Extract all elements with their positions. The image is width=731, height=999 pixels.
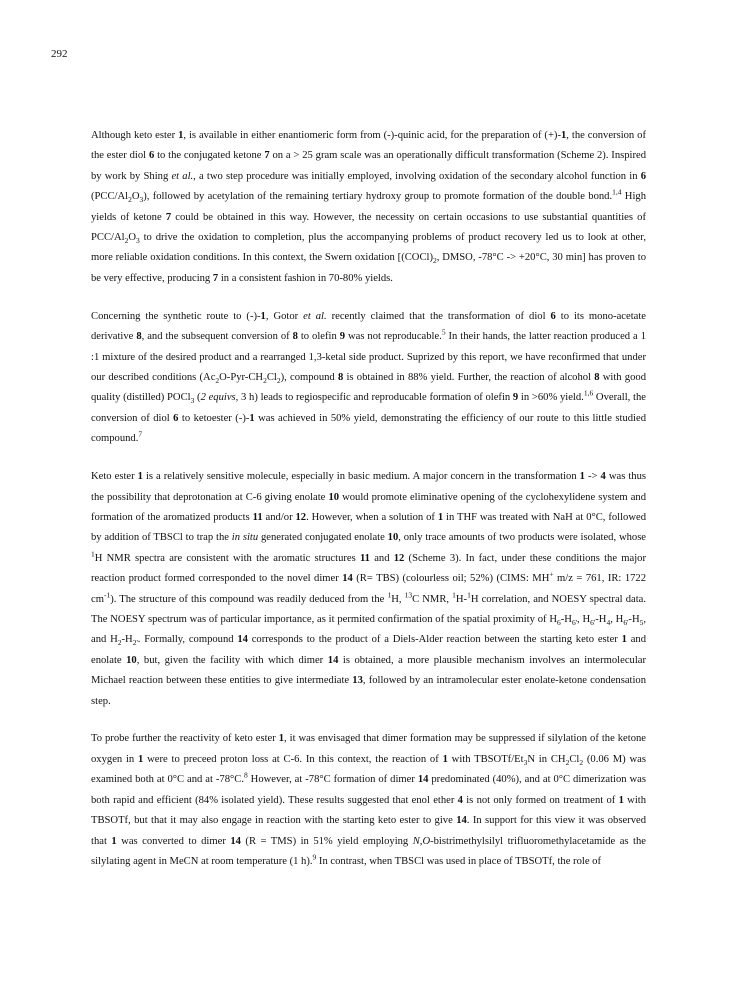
text-run: High yields of ketone — [91, 191, 646, 223]
text-run: N in CH — [527, 753, 566, 765]
text-run: and/or — [262, 511, 296, 523]
text-run: , H — [610, 613, 624, 625]
superscript: 9 — [312, 852, 317, 862]
compound-number: 14 — [230, 835, 241, 847]
superscript: 1 — [452, 590, 456, 599]
text-run: to the conjugated ketone — [154, 150, 265, 162]
text-run: , followed by an intramolecular ester enolate-ketone condensation step. — [91, 675, 647, 707]
text-run: was thus the possibility that deprotonation at C-6 giving enolate — [91, 471, 646, 503]
text-run: would promote eliminative opening of the cyclohexylidene system and formation of the aromatized products — [91, 491, 646, 523]
compound-number: 1 — [561, 130, 567, 141]
compound-number: 4 — [457, 794, 463, 806]
text-run: Overall, the conversion of diol — [91, 392, 646, 424]
compound-number: 1 — [579, 471, 585, 483]
subscript: 2' — [132, 638, 138, 648]
compound-number: 8 — [337, 371, 344, 383]
text-run: ), compound — [280, 371, 338, 383]
text-run: to its mono-acetate derivative — [91, 310, 646, 343]
subscript: 6' — [623, 618, 629, 628]
text-run: m/z = 761, IR: 1722 cm — [91, 573, 647, 605]
subscript: 2 — [276, 376, 281, 386]
text-run: H correlation, and NOESY spectral data. The NOESY spectrum was of particular importance, as it permited confirmation of the spatial proximity of H — [91, 593, 646, 625]
compound-number: 13 — [352, 675, 363, 687]
text-run: Keto ester — [91, 471, 138, 483]
text-run: were to preceed proton loss at C-6. In this context, the reaction of — [143, 753, 443, 765]
compound-number: 7 — [165, 211, 172, 223]
text-run: to drive the oxidation to completion, plus the accompanying problems of product recovery led us to look at other, more reliable oxidation conditions. In this context, the Swern oxidation [(COCl) — [91, 232, 646, 264]
text-run: O — [128, 232, 136, 244]
text-run: , and the subsequent conversion of — [141, 331, 293, 343]
text-run: was not reproducable. — [345, 331, 442, 343]
text-run: (PCC/Al — [91, 191, 129, 203]
text-run: , only trace amounts of two products were isolated, whose — [398, 532, 647, 544]
subscript: 6' — [571, 618, 578, 628]
subscript: 6' — [590, 618, 596, 628]
superscript: 1 — [91, 549, 95, 559]
text-run: -H — [628, 613, 640, 625]
compound-number: 8 — [594, 371, 600, 383]
superscript: 1,6 — [583, 388, 594, 398]
compound-number: 9 — [512, 392, 519, 404]
text-run: , a two step procedure was initially employed, involving oxidation of the secondary alcohol function in — [193, 170, 641, 182]
text-run: is obtained, a more plausible mechanism involves an intermolecular Michael reaction between these entities to give intermediate — [91, 654, 646, 687]
text-run: H- — [455, 593, 468, 605]
compound-number: 1 — [260, 310, 266, 322]
text-run: (0.06 M) was examined both at 0°C and at -78°C. — [91, 753, 646, 786]
main-text — [91, 126, 646, 890]
text-run: ( — [194, 392, 201, 404]
text-run: -H — [595, 613, 607, 625]
text-run: ). The structure of this compound was readily deduced from the — [110, 593, 388, 605]
subscript: 2 — [432, 256, 437, 266]
page-number: 292 — [51, 48, 68, 60]
superscript: -1 — [103, 590, 111, 599]
superscript: 8 — [243, 770, 248, 780]
paragraph — [91, 729, 646, 872]
compound-number: 14 — [417, 774, 429, 786]
paragraph — [91, 307, 646, 450]
text-run: (Scheme 3). In fact, under these conditions the major reaction product formed corresponded to the novel dimer — [91, 552, 646, 585]
compound-number: 14 — [237, 634, 248, 646]
text-run: , it was envisaged that dimer formation may be suppressed if silylation of the ketone oxygen in — [91, 733, 647, 765]
compound-number: 12 — [393, 552, 405, 564]
subscript: 2 — [579, 757, 584, 767]
text-run: with TBSOTf/Et — [447, 753, 524, 765]
text-run: and enolate — [91, 634, 646, 666]
text-run: could be obtained in this way. However, the necessity on certain occasions to use substantial quantities of PCC/Al — [91, 211, 646, 244]
compound-number: 8 — [292, 331, 298, 343]
superscript: + — [549, 569, 554, 579]
text-run: in THF was treated with NaH at 0°C, followed by addition of TBSCl to trap the — [91, 511, 646, 544]
text-run: is not only formed on treatment of — [462, 794, 619, 806]
italic-text: et al. — [303, 310, 327, 322]
text-run: O — [131, 191, 140, 203]
superscript: 1,4 — [612, 187, 622, 197]
text-run: with good quality (distilled) POCl — [91, 371, 646, 404]
text-run: , DMSO, -78°C -> +20°C, 30 min] has proven to be very effective, producing — [91, 252, 646, 284]
subscript: 2 — [565, 757, 570, 767]
text-run: O-Pyr-CH — [219, 371, 264, 383]
compound-number: 7 — [212, 272, 219, 284]
text-run: Cl — [569, 753, 580, 765]
text-run: with TBSOTf, but that it may also engage in reaction with the starting keto ester to give — [91, 794, 646, 827]
text-run: is obtained in 88% yield. Further, the reaction of alcohol — [343, 371, 595, 383]
compound-number: 4 — [600, 471, 606, 483]
subscript: 3 — [523, 757, 528, 767]
text-run: , and H — [91, 613, 647, 646]
superscript: 1 — [467, 590, 471, 599]
text-run: C NMR, — [412, 593, 453, 605]
compound-number: 6 — [148, 150, 155, 162]
text-run: In contrast, when TBSCl was used in place of TBSOTf, the role of — [316, 855, 601, 867]
text-run: Although keto ester — [91, 130, 179, 141]
superscript: 7 — [138, 429, 143, 439]
compound-number: 6 — [640, 170, 647, 182]
compound-number: 10 — [387, 532, 399, 544]
compound-number: 1 — [618, 794, 624, 806]
text-run: However, at -78°C formation of dimer — [247, 774, 418, 786]
text-run: H, — [391, 593, 405, 605]
text-run: , but, given the facility with which dimer — [136, 654, 328, 666]
compound-number: 10 — [328, 491, 340, 503]
text-run: . Formally, compound — [137, 634, 238, 646]
text-run: , Gotor — [265, 310, 304, 322]
compound-number: 14 — [342, 573, 353, 585]
compound-number: 1 — [137, 471, 143, 483]
text-run: is a relatively sensitive molecule, especially in basic medium. A major concern in the transformation — [142, 471, 580, 483]
text-run: In their hands, the latter reaction produced a 1 :1 mixture of the desired product and a rearranged 1,3-ketal side product. Suprized by this report, we have reconfirmed that under our described conditions (Ac — [91, 331, 646, 383]
compound-number: 14 — [456, 815, 467, 827]
text-run: generated conjugated enolate — [258, 532, 388, 544]
compound-number: 1 — [178, 130, 184, 141]
text-run: , is available in either enantiomeric form from (-)-quinic acid, for the preparation of (+)- — [183, 130, 561, 141]
compound-number: 14 — [327, 654, 339, 666]
text-run: -H — [560, 613, 572, 625]
text-run: . In support for this view it was observed that — [91, 815, 646, 847]
subscript: 2 — [128, 195, 132, 205]
text-run: (R= TBS) (colourless oil; 52%) (CIMS: MH — [352, 573, 550, 585]
compound-number: 1 — [442, 753, 448, 765]
compound-number: 6 — [173, 412, 179, 424]
text-run: was converted to dimer — [116, 835, 231, 847]
compound-number: 1 — [621, 634, 627, 646]
paragraph — [91, 467, 646, 712]
compound-number: 1 — [138, 753, 144, 765]
text-run: on a > 25 gram scale was an operationally difficult transformation (Scheme 2). Inspired by work by Shing — [91, 150, 647, 182]
compound-number: 1 — [249, 412, 255, 424]
italic-text: in situ — [231, 532, 259, 544]
text-run: . However, when a solution of — [306, 511, 438, 523]
compound-number: 1 — [437, 511, 444, 523]
compound-number: 1 — [111, 835, 117, 847]
text-run: in a consistent fashion in 70-80% yields. — [218, 272, 393, 284]
superscript: 13 — [404, 590, 413, 599]
subscript: 2 — [263, 376, 267, 386]
text-run: -H — [121, 634, 133, 646]
compound-number: 10 — [126, 654, 137, 666]
text-run: H NMR spectra are consistent with the aromatic structures — [94, 552, 360, 564]
text-run: and — [369, 552, 394, 564]
subscript: 6 — [557, 618, 561, 628]
text-run: Concerning the synthetic route to (-)- — [91, 310, 261, 322]
text-run: , H — [577, 613, 591, 625]
text-run: recently claimed that the transformation of diol — [326, 310, 551, 322]
subscript: 3 — [190, 396, 195, 406]
text-run: was achieved in 50% yield, demonstrating the efficiency of our route to this little studied compound. — [91, 412, 646, 445]
text-run: To probe further the reactivity of keto ester — [91, 733, 279, 745]
superscript: 1 — [387, 590, 392, 599]
subscript: 2 — [124, 236, 129, 246]
subscript: 4 — [606, 618, 611, 628]
compound-number: 9 — [339, 331, 346, 343]
italic-text: et al. — [171, 170, 194, 182]
italic-text: N,O — [412, 835, 431, 847]
compound-number: 7 — [264, 150, 270, 162]
text-run: corresponds to the product of a Diels-Alder reaction between the starting keto ester — [247, 634, 622, 646]
compound-number: 6 — [550, 310, 556, 322]
paragraph — [91, 126, 646, 289]
subscript: 3 — [139, 195, 144, 205]
text-run: , the conversion of the ester diol — [91, 130, 646, 162]
subscript: 3 — [135, 236, 140, 246]
italic-text: 2 equivs — [200, 392, 236, 404]
compound-number: 11 — [252, 511, 263, 523]
text-run: predominated (40%), and at 0°C dimerization was both rapid and efficient (84% isolated yield). These results suggested that enol ether — [91, 774, 646, 806]
subscript: 5 — [639, 618, 644, 628]
text-run: -> — [584, 471, 601, 483]
text-run: (R = TMS) in 51% yield employing — [240, 835, 413, 847]
compound-number: 8 — [136, 331, 142, 343]
compound-number: 12 — [295, 511, 307, 523]
text-run: to olefin — [297, 331, 340, 343]
text-run: to ketoester (-)- — [178, 412, 250, 424]
compound-number: 1 — [278, 733, 285, 745]
compound-number: 11 — [359, 552, 370, 564]
text-run: ), followed by acetylation of the remaining tertiary hydroxy group to promote formation of the double bond. — [143, 191, 613, 203]
subscript: 2 — [117, 638, 122, 648]
subscript: 2 — [215, 376, 220, 386]
text-run: in >60% yield. — [518, 392, 584, 404]
superscript: 5 — [441, 327, 446, 337]
text-run: , 3 h) leads to regiospecific and reproducable formation of olefin — [235, 392, 513, 404]
text-run: -bistrimethylsilyl trifluoromethylacetamide as the silylating agent in MeCN at room temperature (1 h). — [91, 835, 646, 867]
text-run: Cl — [266, 371, 277, 383]
